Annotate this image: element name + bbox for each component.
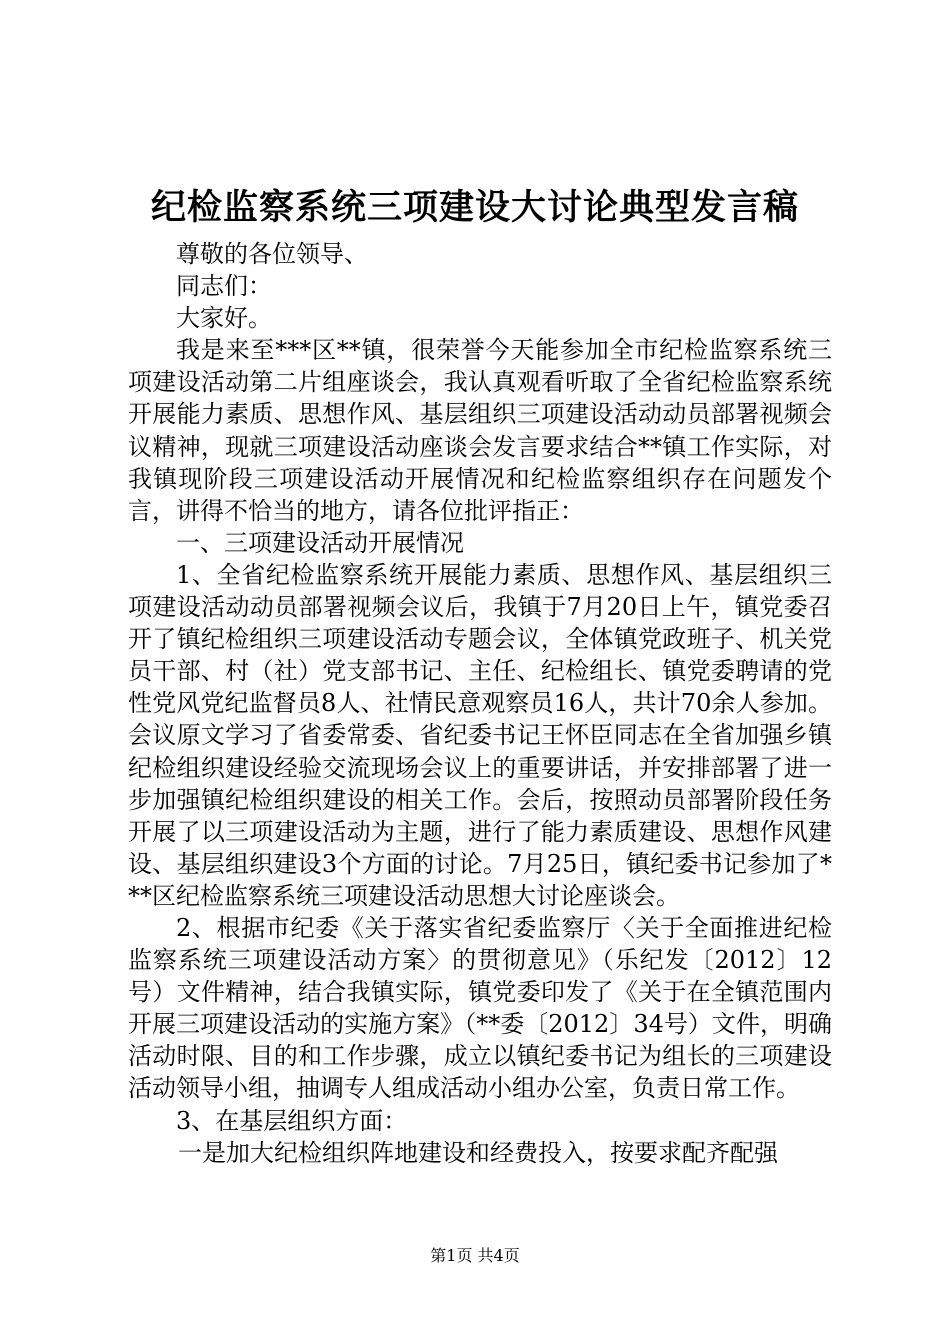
- document-body: [128, 238, 832, 1169]
- paragraph-item-2: 2、根据市纪委《关于落实省纪委监察厅〈关于全面推进纪检监察系统三项建设活动方案〉的贯彻意见》（乐纪发〔2012〕12号）文件精神，结合我镇实际，镇党委印发了《关于在全镇范围内开展三项建设活动的实施方案》（**委〔2012〕34号）文件，明确活动时限、目的和工作步骤，成立以镇纪委书记为组长的三项建设活动领导小组，抽调专人组成活动小组办公室，负责日常工作。: [128, 913, 832, 1103]
- page-footer: 第1页 共4页: [430, 1246, 520, 1265]
- paragraph-item-3: 3、在基层组织方面：: [176, 1106, 408, 1135]
- intro-paragraph: 我是来至***区**镇，很荣誉今天能参加全市纪检监察系统三项建设活动第二片组座谈会，我认真观看听取了全省纪检监察系统开展能力素质、思想作风、基层组织三项建设活动动员部署视频会议精神，现就三项建设活动座谈会发言要求结合**镇工作实际，对我镇现阶段三项建设活动开展情况和纪检监察组织存在问题发个言，讲得不恰当的地方，请各位批评指正：: [128, 336, 832, 525]
- section-heading-1: 一、三项建设活动开展情况: [176, 528, 464, 557]
- document-title: 纪检监察系统三项建设大讨论典型发言稿: [150, 188, 799, 228]
- greeting: 大家好。: [176, 304, 272, 333]
- paragraph-point-1: 一是加大纪检组织阵地建设和经费投入，按要求配齐配强: [178, 1138, 778, 1167]
- salutation-line-2: 同志们：: [176, 272, 272, 301]
- paragraph-item-1: 1、全省纪检监察系统开展能力素质、思想作风、基层组织三项建设活动动员部署视频会议后，我镇于7月20日上午，镇党委召开了镇纪检组织三项建设活动专题会议，全体镇党政班子、机关党员干部、村（社）党支部书记、主任、纪检组长、镇党委聘请的党性党风党纪监督员8人、社情民意观察员16人，共计70余人参加。会议原文学习了省委常委、省纪委书记王怀臣同志在全省加强乡镇纪检组织建设经验交流现场会议上的重要讲话，并安排部署了进一步加强镇纪检组织建设的相关工作。会后，按照动员部署阶段任务开展了以三项建设活动为主题，进行了能力素质建设、思想作风建设、基层组织建设3个方面的讨论。7月25日，镇纪委书记参加了***区纪检监察系统三项建设活动思想大讨论座谈会。: [128, 560, 832, 910]
- salutation-line-1: 尊敬的各位领导、: [176, 240, 368, 268]
